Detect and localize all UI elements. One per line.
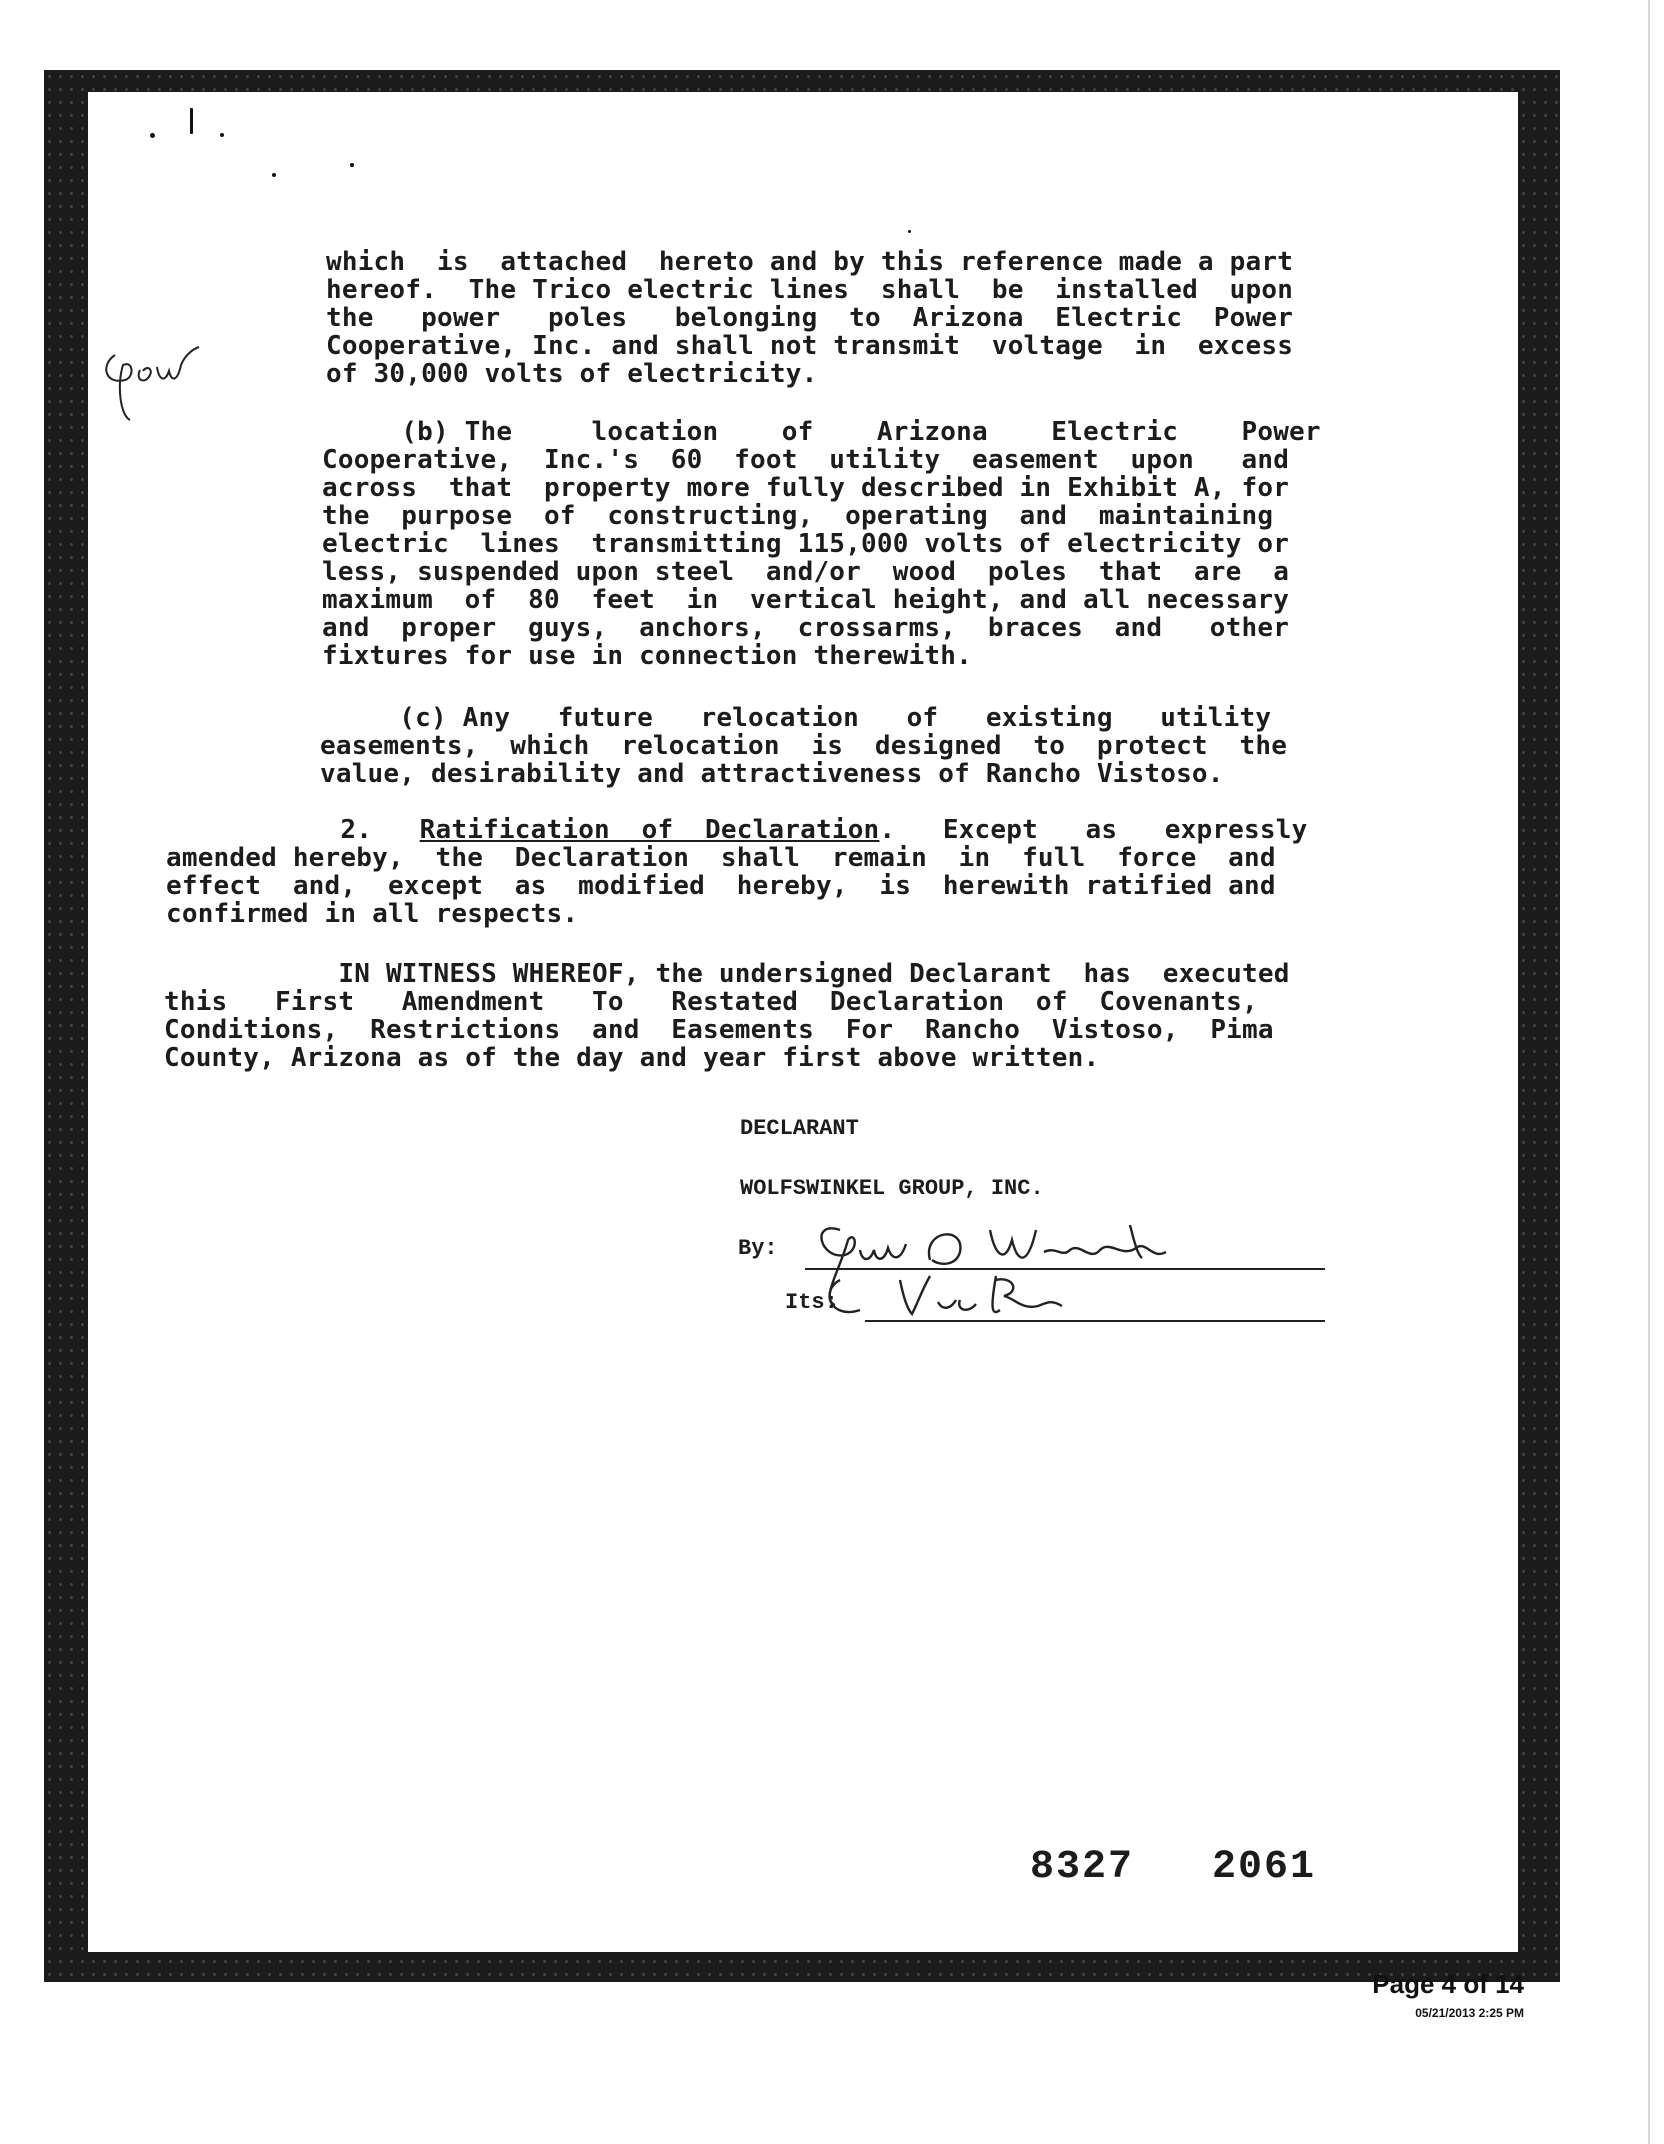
text-line: the power poles belonging to Arizona Electric Power <box>326 303 1294 333</box>
text-line: value, desirability and attractiveness of Rancho Vistoso. <box>320 759 1224 789</box>
text-line: confirmed in all respects. <box>166 899 579 929</box>
text-line: fixtures for use in connection therewith. <box>322 641 972 671</box>
scan-speck <box>190 108 193 134</box>
text-line: Cooperative, Inc.'s 60 foot utility easement upon and <box>322 445 1290 475</box>
text-line: which is attached hereto and by this reference made a part <box>326 247 1294 277</box>
ratification-paragraph <box>166 816 1307 928</box>
text-line: Conditions, Restrictions and Easements For Rancho Vistoso, Pima <box>164 1015 1274 1045</box>
paragraph-a <box>326 248 1293 388</box>
scan-speck <box>908 230 911 233</box>
margin-initials-handwritten <box>95 325 205 425</box>
text-line: easements, which relocation is designed to protect the <box>320 731 1288 761</box>
text-line: effect and, except as modified hereby, is herewith ratified and <box>166 871 1276 901</box>
page-counter: Page 4 of 14 <box>1372 1969 1524 1999</box>
text-line: of 30,000 volts of electricity. <box>326 359 818 389</box>
text-line: IN WITNESS WHEREOF, the undersigned Declarant has executed <box>164 959 1290 989</box>
text-line: amended hereby, the Declaration shall remain in full force and <box>166 843 1276 873</box>
scan-speck <box>150 133 155 138</box>
scan-speck <box>220 133 224 137</box>
section-number: 2. <box>166 815 420 845</box>
text-line: Cooperative, Inc. and shall not transmit voltage in excess <box>326 331 1294 361</box>
paragraph-b <box>322 418 1321 670</box>
paragraph-c <box>320 704 1287 788</box>
print-timestamp: 05/21/2013 2:25 PM <box>1415 2006 1524 2020</box>
text-line: (b) The location of Arizona Electric Power <box>322 417 1321 447</box>
text-line: (c) Any future relocation of existing utility <box>320 703 1272 733</box>
scan-speck <box>272 173 276 177</box>
text-line: County, Arizona as of the day and year first above written. <box>164 1043 1100 1073</box>
witness-paragraph <box>164 960 1290 1072</box>
text-line: electric lines transmitting 115,000 volts of electricity or <box>322 529 1290 559</box>
text-line: and proper guys, anchors, crossarms, braces and other <box>322 613 1290 643</box>
text-line: the purpose of constructing, operating and maintaining <box>322 501 1274 531</box>
text-line: hereof. The Trico electric lines shall be installed upon <box>326 275 1294 305</box>
handwritten-signature <box>800 1210 1340 1330</box>
text-line: this First Amendment To Restated Declaration of Covenants, <box>164 987 1258 1017</box>
by-label: By: <box>738 1236 778 1261</box>
text-line: . Except as expressly <box>879 815 1308 845</box>
its-label: Its: <box>785 1290 838 1315</box>
section-title: Ratification of Declaration <box>419 815 880 845</box>
text-line: across that property more fully described in Exhibit A, for <box>322 473 1290 503</box>
scan-speck <box>350 163 354 167</box>
company-name: WOLFSWINKEL GROUP, INC. <box>740 1176 1044 1201</box>
text-line: maximum of 80 feet in vertical height, and all necessary <box>322 585 1290 615</box>
recording-number: 8327 2061 <box>1030 1845 1317 1890</box>
text-line: less, suspended upon steel and/or wood poles that are a <box>322 557 1290 587</box>
declarant-label: DECLARANT <box>740 1116 859 1141</box>
page-footer <box>1372 1969 1524 2020</box>
viewer-edge <box>1648 0 1650 2144</box>
